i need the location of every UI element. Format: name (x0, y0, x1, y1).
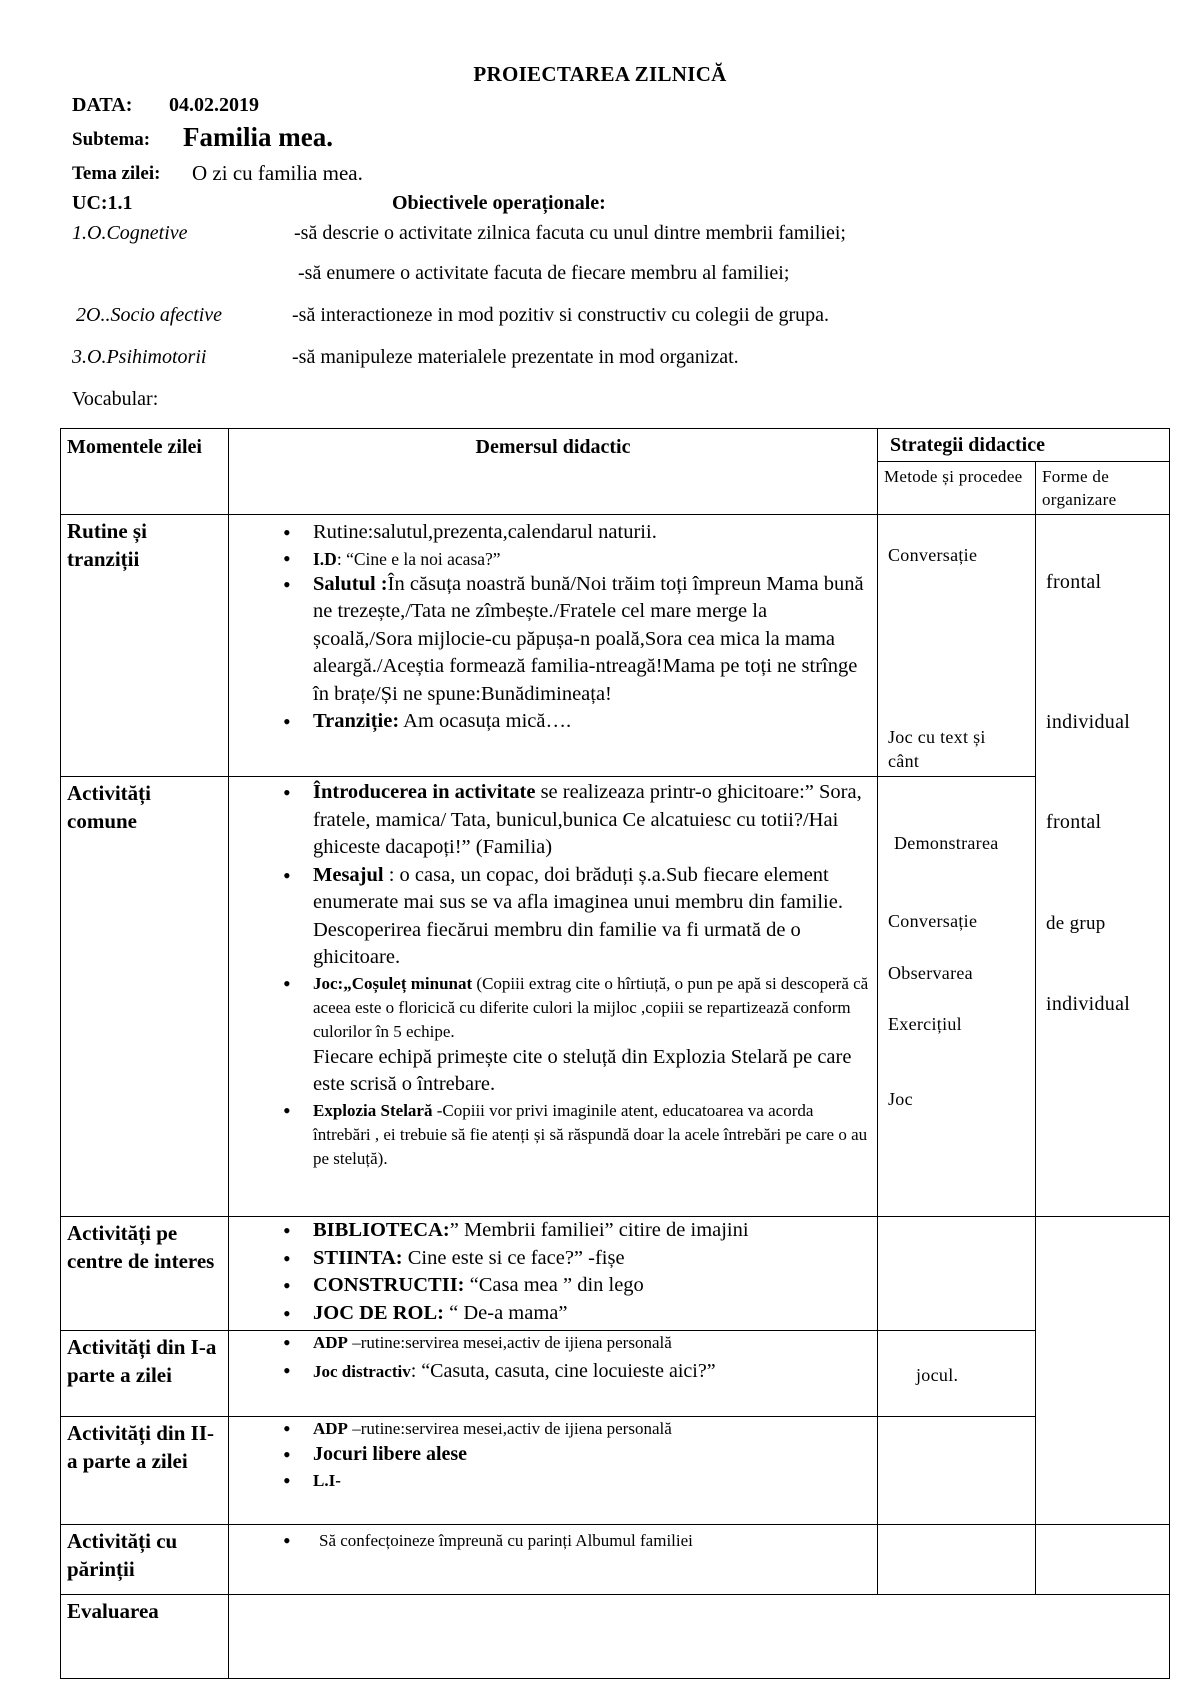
list-item: • BIBLIOTECA:” Membrii familiei” citire de imajini (229, 1217, 871, 1245)
method-text: Joc cu text și cânt (888, 727, 986, 771)
list-item: • Tranziție: Am ocasuța mică…. (229, 708, 871, 736)
objective-text: -să interactioneze in mod pozitiv si constructiv cu colegii de grupa. (292, 304, 830, 326)
moment-parte2: Activități din II-a parte a zilei (61, 1417, 229, 1525)
subtema-label: Subtema: (72, 129, 151, 150)
objective-text: -să enumere o activitate facuta de fiecare membru al familiei; (298, 262, 790, 284)
list-item: • Întroducerea in activitate se realizeaza printr-o ghicitoare:” Sora, fratele, mamica/ Tata, bunicul,bunica Ce alcatuiesc cu totii?/Hai ghiceste dacapoți!” (Familia) (229, 779, 871, 862)
header-metode: Metode și procedee (878, 462, 1036, 515)
objective-category: 1.O.Cognetive (72, 222, 188, 244)
methods-centre (878, 1217, 1036, 1331)
method-text: Conversație (888, 545, 978, 565)
list-item: • ADP –rutine:servirea mesei,activ de ijiena personală (229, 1417, 871, 1441)
header-moments: Momentele zilei (61, 429, 229, 515)
methods-parte1 (878, 1331, 1036, 1417)
forms-parinti (1036, 1525, 1170, 1595)
form-text: frontal (1046, 571, 1102, 593)
list-item: • ADP –rutine:servirea mesei,activ de ijiena personală (229, 1331, 871, 1355)
list-item: • Explozia Stelară -Copiii vor privi imaginile atent, educatoarea va acorda întrebări , ei trebuie să fie atenți și să răspundă doar la acele întrebări pe care o au pe steluță). (229, 1099, 871, 1171)
demers-parte2 (229, 1417, 878, 1525)
form-text: individual (1046, 711, 1131, 733)
form-text: individual (1046, 993, 1131, 1015)
method-text: Joc (888, 1089, 913, 1109)
tema-label: Tema zilei: (72, 163, 161, 184)
methods-parinti (878, 1525, 1036, 1595)
header-strategii: Strategii didactice (878, 429, 1170, 462)
method-text: Observarea (888, 963, 973, 983)
objectives-title: Obiectivele operaționale: (392, 192, 606, 214)
methods-rutine (878, 515, 1036, 777)
list-item: • Să confecțoineze împreună cu parinți Albumul familiei (229, 1529, 871, 1553)
forms-centre-parte (1036, 1217, 1170, 1525)
moment-centre: Activități pe centre de interes (61, 1217, 229, 1331)
list-item: • Salutul :În căsuța noastră bună/Noi trăim toți împreun Mama bună ne trezește,/Tata ne zîmbește./Fratele cel mare merge la școală,/Sora mijlocie-cu păpușa-n poală,Sora cea mica la mama aleargă./Aceștia formează familia-ntreagă!Mama pe toți ne strînge în brațe/Și ne spune:Bunădimineața! (229, 571, 871, 709)
method-text: Exercițiul (888, 1014, 962, 1034)
date-label: DATA: (72, 94, 133, 116)
header-forme: Forme de organizare (1036, 462, 1170, 515)
moment-comune: Activități comune (61, 777, 229, 1217)
list-item: • Joc:„Coșuleț minunat (Copiii extrag cite o hîrtiuță, o pun pe apă si descoperă că aceea este o floricică cu diferite culori la mijloc ,copiii se repartizează conform culorilor în 5 echipe. Fiecare echipă primește cite o steluță din Explozia Stelară pe care este scrisă o întrebare. (229, 972, 871, 1099)
subtema-value: Familia mea. (183, 122, 333, 152)
forms-rutine-comune (1036, 515, 1170, 1217)
form-text: de grup (1046, 913, 1106, 934)
method-text: Demonstrarea (894, 833, 999, 853)
demers-comune (229, 777, 878, 1217)
vocabular-label: Vocabular: (72, 388, 159, 410)
demers-centre (229, 1217, 878, 1331)
list-item: • Mesajul : o casa, un copac, doi brăduți ș.a.Sub fiecare element enumerate mai sus se va afla imaginea unui membru din familie. Descoperirea fiecărui membru din familie va fi urmată de o ghicitoare. (229, 862, 871, 972)
form-text: frontal (1046, 811, 1102, 833)
moment-evaluare: Evaluarea (61, 1595, 229, 1679)
moment-parte1: Activități din I-a parte a zilei (61, 1331, 229, 1417)
list-item: • STIINTA: Cine este si ce face?” -fișe (229, 1245, 871, 1273)
list-item: • JOC DE ROL: “ De-a mama” (229, 1300, 871, 1328)
demers-parte1 (229, 1331, 878, 1417)
objective-text: -să manipuleze materialele prezentate in mod organizat. (292, 346, 739, 368)
list-item: • Joc distractiv: “Casuta, casuta, cine locuieste aici?” (229, 1359, 871, 1384)
date-value: 04.02.2019 (169, 94, 259, 116)
objective-category: 2O..Socio afective (76, 304, 223, 326)
header-demers: Demersul didactic (229, 429, 878, 515)
method-text: jocul. (916, 1365, 959, 1385)
list-item: • L.I- (229, 1469, 871, 1493)
uc-label: UC:1.1 (72, 192, 133, 214)
activity-plan-table (60, 428, 1170, 1679)
page-title: PROIECTAREA ZILNICĂ (473, 62, 727, 86)
demers-rutine (229, 515, 878, 777)
moment-parinti: Activități cu părinții (61, 1525, 229, 1595)
methods-parte2 (878, 1417, 1036, 1525)
objective-category: 3.O.Psihimotorii (72, 346, 207, 368)
tema-value: O zi cu familia mea. (192, 161, 363, 185)
moment-rutine: Rutine și tranziții (61, 515, 229, 777)
list-item: • Rutine:salutul,prezenta,calendarul naturii. (229, 519, 871, 547)
list-item: • Jocuri libere alese (229, 1441, 871, 1469)
objective-text: -să descrie o activitate zilnica facuta cu unul dintre membrii familiei; (294, 222, 846, 244)
method-text: Conversație (888, 911, 978, 931)
evaluare-content (229, 1595, 1170, 1679)
list-item: • CONSTRUCTII: “Casa mea ” din lego (229, 1272, 871, 1300)
list-item: • I.D: “Cine e la noi acasa?” (229, 547, 871, 571)
demers-parinti (229, 1525, 878, 1595)
methods-comune (878, 777, 1036, 1217)
